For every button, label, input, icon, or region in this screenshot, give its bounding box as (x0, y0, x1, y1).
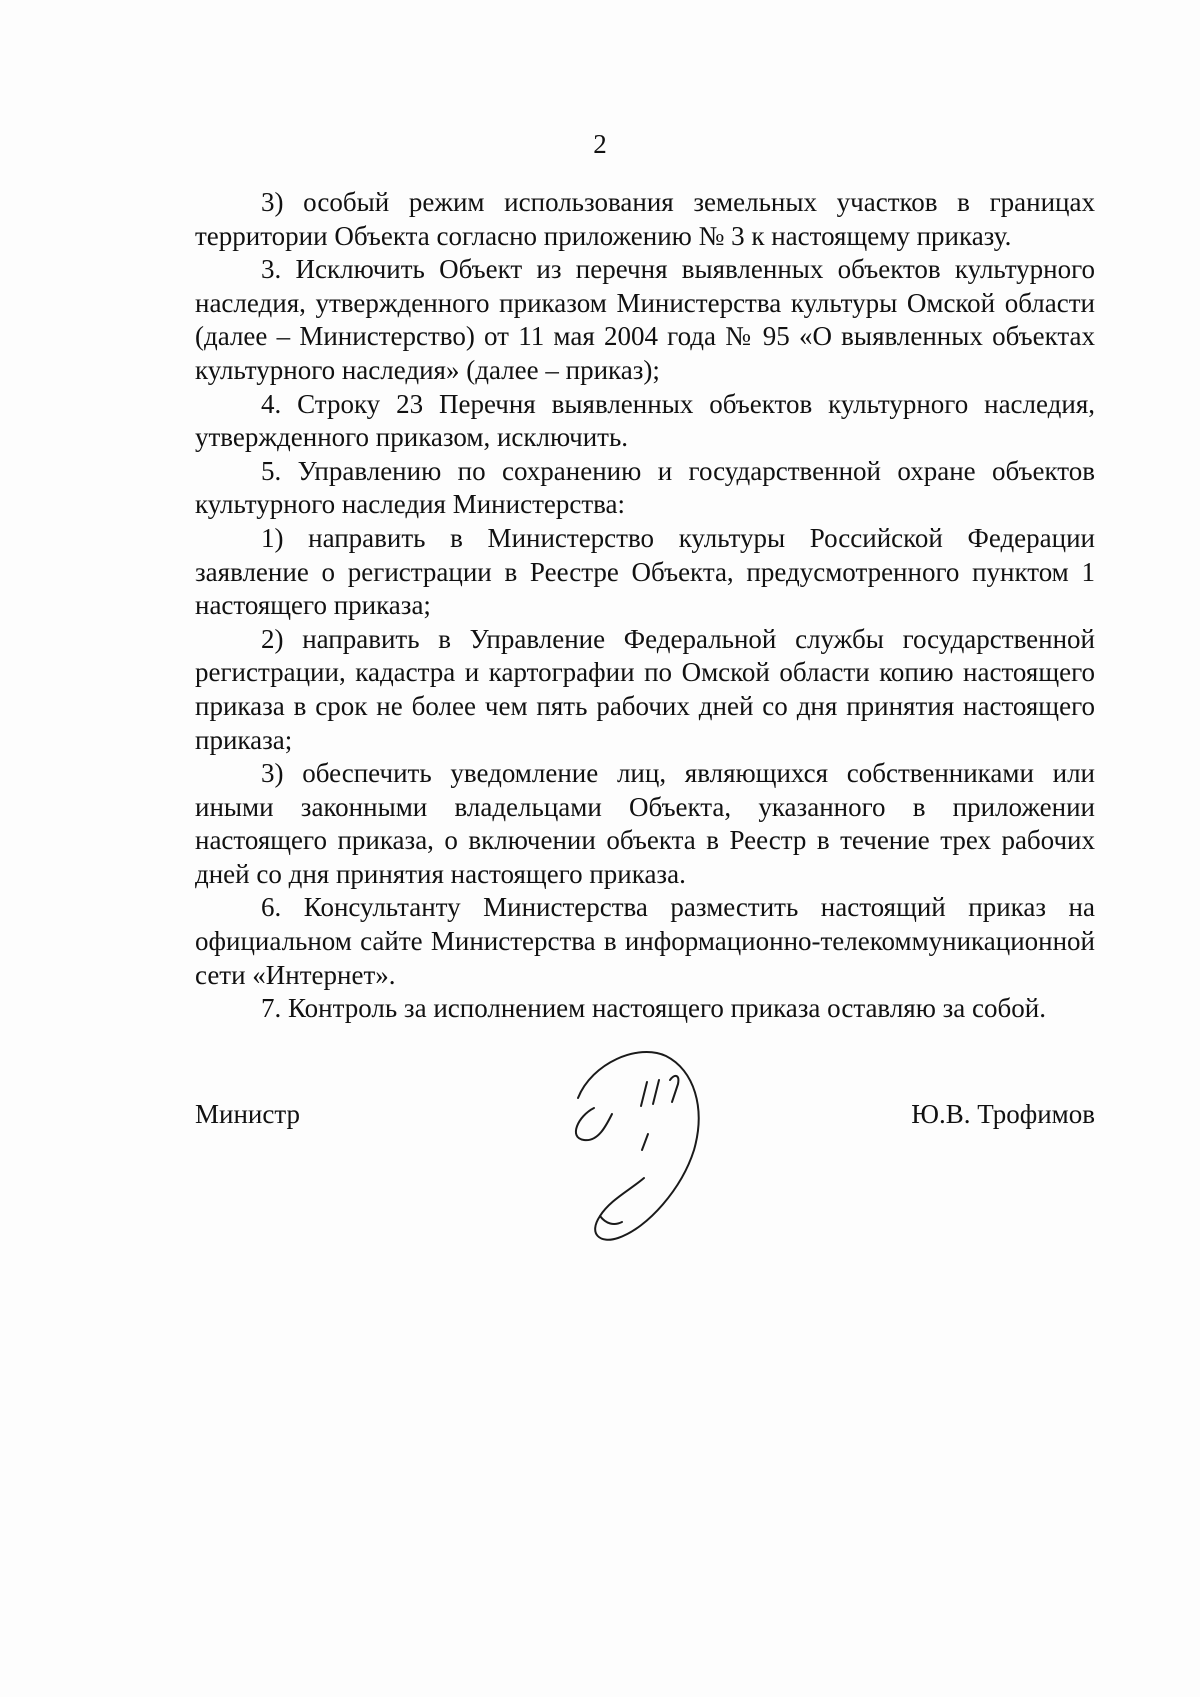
handwritten-signature-icon (548, 1038, 728, 1248)
paragraph-notify-owners: 3) обеспечить уведомление лиц, являющихся собственниками или иными законными владельцами Объекта, указанного в приложении настоящего приказа, о включении объекта в Реестр в течение трех рабочих дней со дня принятия настоящего приказа. (195, 758, 1095, 889)
paragraph-land-use-regime: 3) особый режим использования земельных участков в границах территории Объекта согласно приложению № 3 к настоящему приказу. (195, 187, 1095, 251)
paragraph-exclude-object: 3. Исключить Объект из перечня выявленных объектов культурного наследия, утвержденного приказом Министерства культуры Омской области (далее – Министерство) от 11 мая 2004 года № 95 «О выявленных объектах культурного наследия» (далее – приказ); (195, 254, 1095, 385)
paragraph-department-instructions: 5. Управлению по сохранению и государственной охране объектов культурного наследия Министерства: (195, 455, 1095, 520)
signatory-name: Ю.В. Трофимов (911, 1099, 1095, 1129)
paragraph-send-to-registry: 2) направить в Управление Федеральной службы государственной регистрации, кадастра и картографии по Омской области копию настоящего приказа в срок не более чем пять рабочих дней со дня принятия настоящего приказа; (195, 623, 1095, 755)
order-body (195, 186, 1095, 1026)
paragraph-control: 7. Контроль за исполнением настоящего приказа оставляю за собой. (261, 993, 1046, 1024)
signatory-role: Министр (195, 1099, 300, 1129)
page-number: 2 (593, 129, 607, 159)
paragraph-exclude-row: 4. Строку 23 Перечня выявленных объектов культурного наследия, утвержденного приказом, исключить. (195, 388, 1095, 453)
paragraph-send-to-ministry: 1) направить в Министерство культуры Российской Федерации заявление о регистрации в Реестре Объекта, предусмотренного пунктом 1 настоящего приказа; (195, 522, 1095, 621)
paragraph-publish-online: 6. Консультанту Министерства разместить настоящий приказ на официальном сайте Министерства в информационно-телекоммуникационной сети «Интернет». (195, 892, 1095, 990)
